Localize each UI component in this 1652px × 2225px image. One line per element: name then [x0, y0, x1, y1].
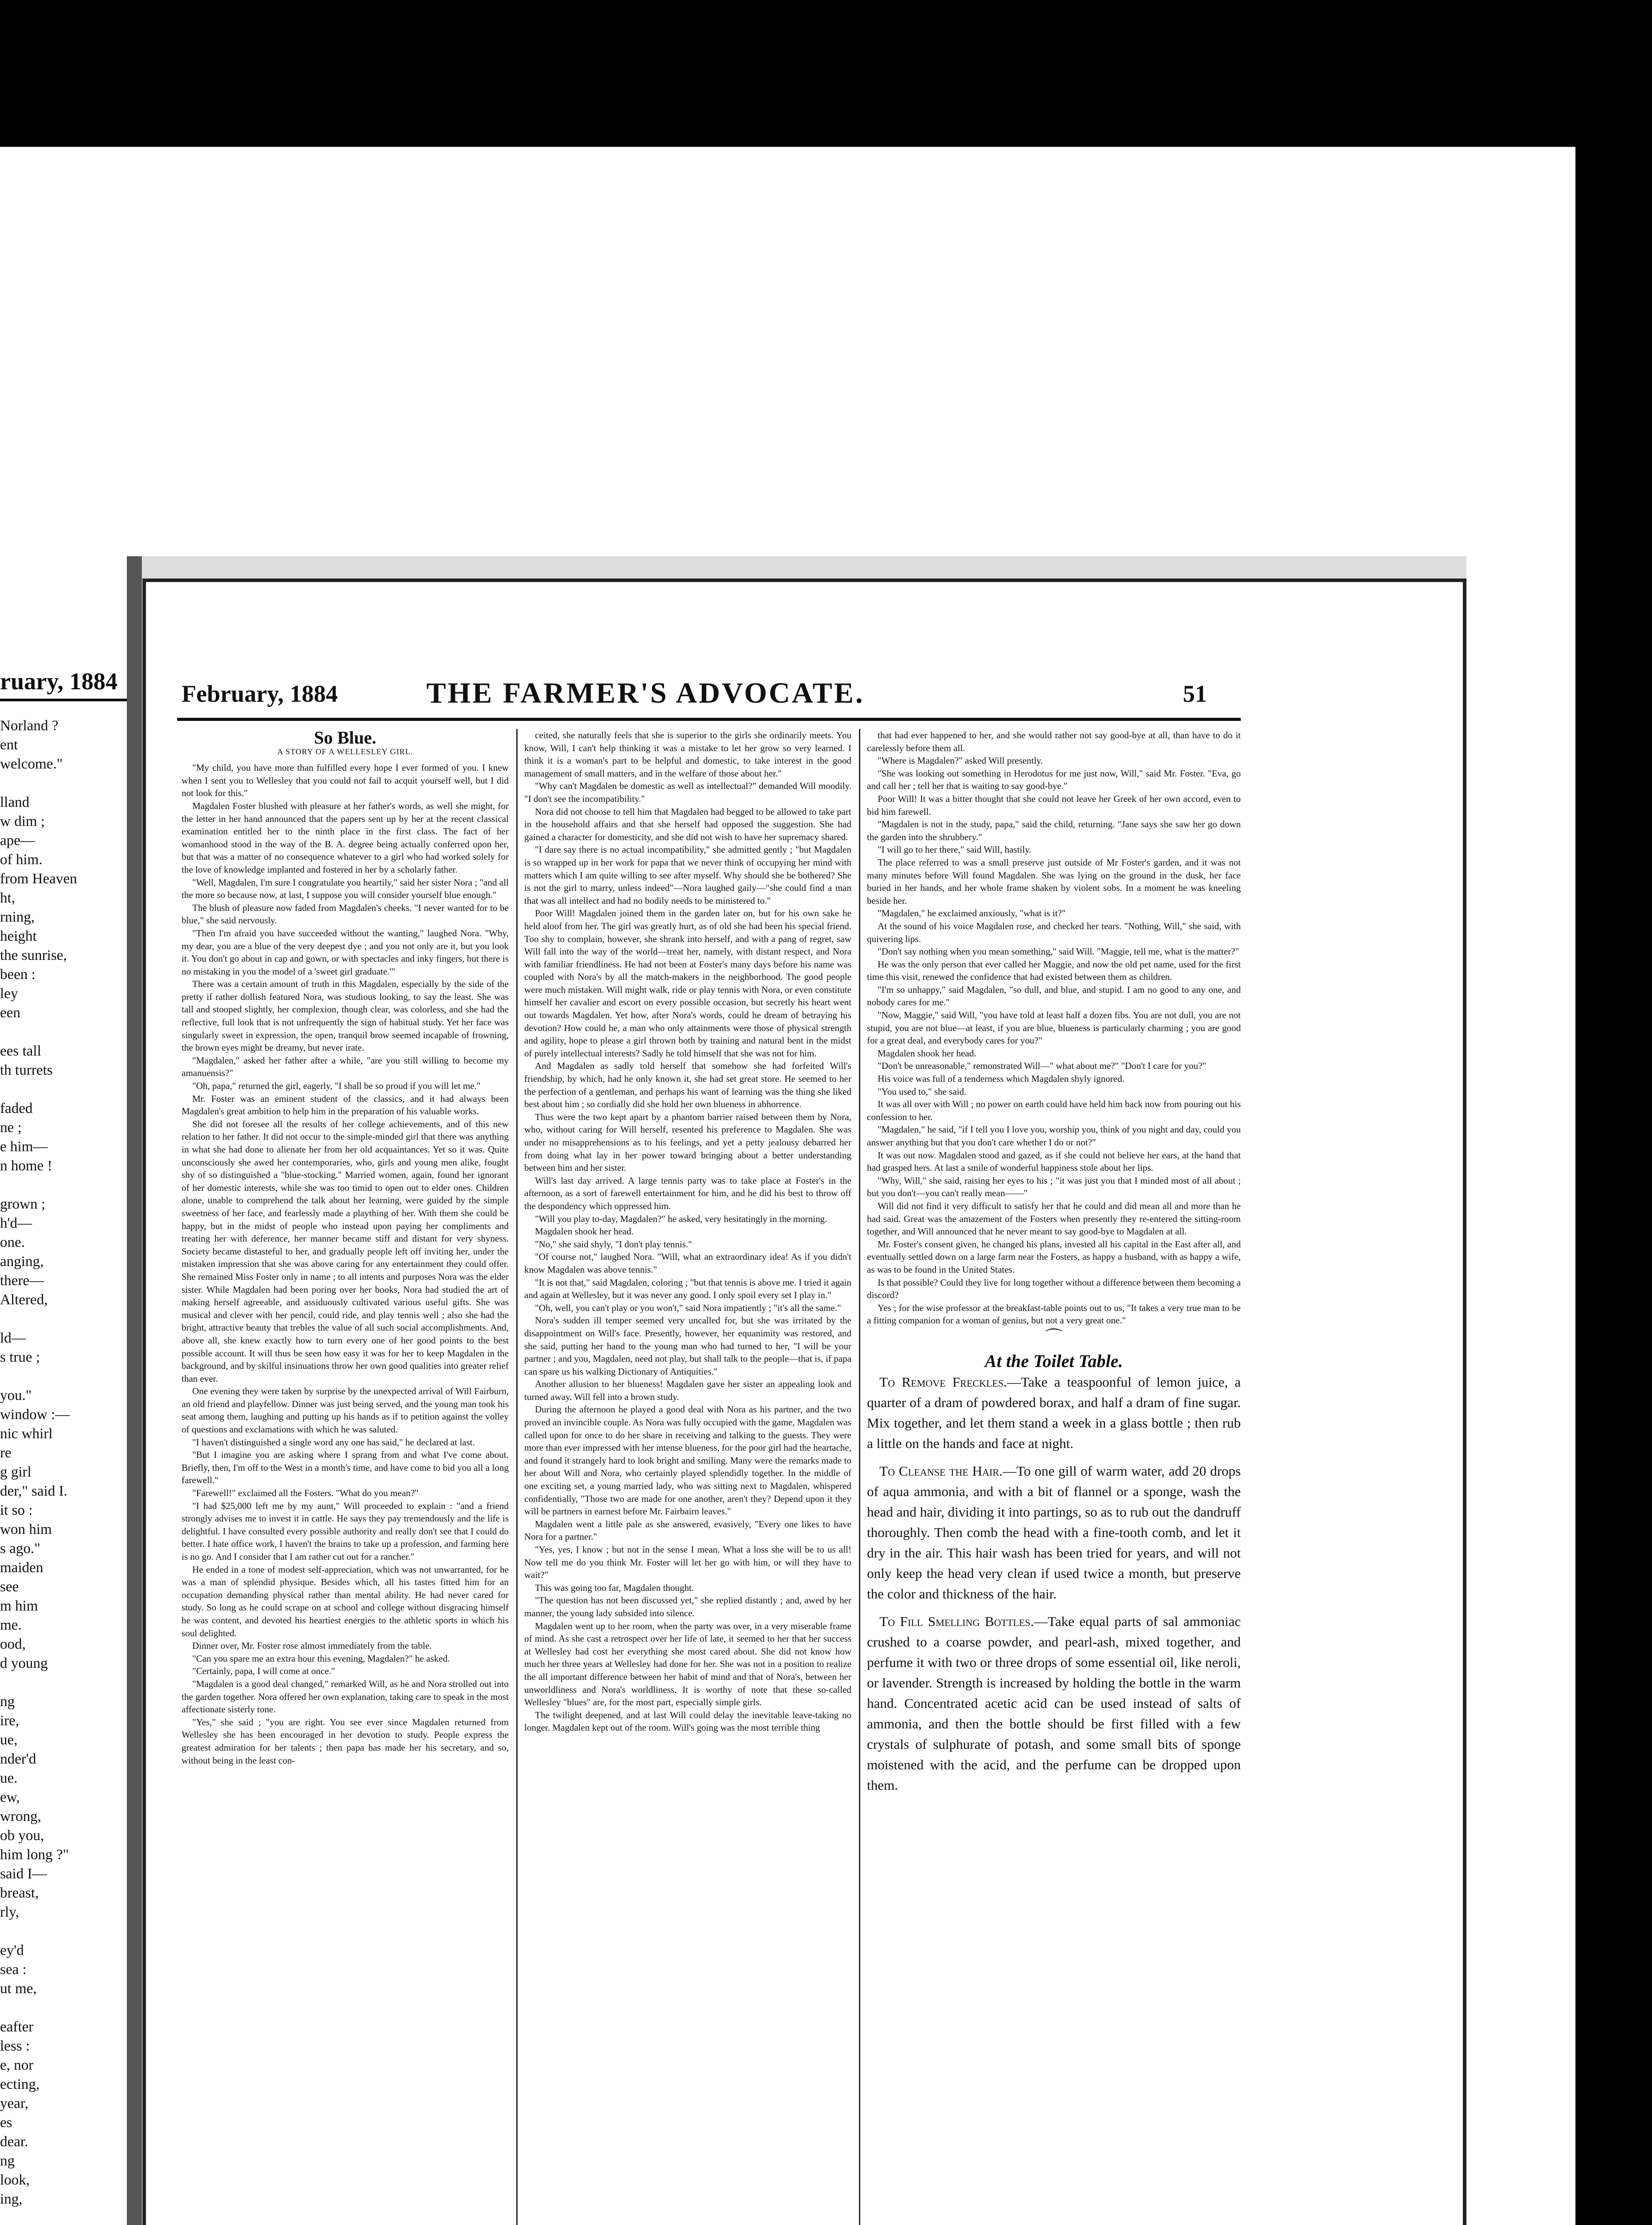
left-page-line: lland	[0, 794, 29, 810]
paragraph: "Can you spare me an extra hour this evening, Magdalen?" he asked.	[192, 1653, 450, 1664]
left-page-line	[0, 1080, 134, 1099]
left-page-line	[0, 1998, 134, 2018]
paragraph: Magdalen Foster blushed with pleasure at her father's words, as well she might, for the letter in her hand announced that the papers sent up by her at the recent classical examination entitled her to the ninth place in the first class. The fact of her womanhood stood in the way of the B. A. degree being actually conferred upon her, but that was a matter of no consequence whatever to a girl who had worked solely for the love of knowledge implanted and fostered in her by a scholarly father.	[182, 800, 509, 875]
paragraph: "Farewell!" exclaimed all the Fosters. "What do you mean?"	[192, 1488, 419, 1499]
toilet-item	[867, 1461, 1241, 1604]
toilet-item-body: —Take equal parts of sal ammoniac crushed to a coarse powder, and pearl-ash, mixed together, and perfume it with two or three drops of some essential oil, like neroli, or lavender. Strength is increased by holding the bottle in the warm hand. Concentrated acetic acid can be used instead of salts of ammonia, and then the bottle should be first filled with a few crystals of sulphurate of potash, and some small bits of sponge moistened with the acid, and the perfume can be dropped upon them.	[867, 1614, 1241, 1793]
paragraph: And Magdalen as sadly told herself that somehow she had forfeited Will's friendship, by which, had he only known it, she had set great store. He seemed to her the perfection of a gentleman, and perhaps his want of learning was the thing she liked best about him ; so cordially did she hold her own blueness in abhorrence.	[524, 1060, 851, 1110]
paragraph: "She was looking out something in Herodotus for me just now, Will," said Mr. Foster. "Eva, go and call her ; tell her that is waiting to say good-bye."	[867, 768, 1241, 792]
left-page-line: won him	[0, 1521, 52, 1537]
left-page-line: grown ;	[0, 1196, 45, 1212]
left-page-line: n home !	[0, 1158, 53, 1174]
paragraph: "Yes," she said ; "you are right. You see ever since Magdalen returned from Wellesley she has been encouraged in her devotion to study. People express the greatest admiration for her talents ; then papa has made her his secretary, and so, without being in the least con-	[182, 1716, 509, 1766]
toilet-item-heading: To Cleanse the Hair.	[879, 1463, 1003, 1479]
paragraph: It was out now. Magdalen stood and gazed, as if she could not believe her ears, at the hand that had grasped hers. At last a smile of wonderful happiness stole about her lips.	[867, 1149, 1241, 1173]
paragraph: Mr. Foster's consent given, he changed his plans, invested all his capital in the East after all, and eventually settled down on a large farm near the Fosters, as happy a husband, with as happy a wife, as was to be found in the United States.	[867, 1238, 1241, 1275]
left-page-line: height	[0, 928, 37, 944]
left-page-line: ne ;	[0, 1120, 22, 1136]
left-page-line: es	[0, 2115, 12, 2131]
left-page-line: one.	[0, 1234, 25, 1250]
paragraph: Yes ; for the wise professor at the breakfast-table points out to us, "It takes a very true man to be a fitting companion for a woman of genius, but not a very great one."	[867, 1302, 1241, 1326]
column-divider	[516, 729, 518, 2225]
left-page-line: dear.	[0, 2134, 28, 2150]
left-page-line	[0, 1310, 134, 1329]
left-page-line: the sunrise,	[0, 947, 67, 963]
header-rule	[177, 718, 1241, 721]
left-page-line: of him.	[0, 852, 43, 868]
paragraph: Nora's sudden ill temper seemed very uncalled for, but she was irritated by the disappointment on Will's face. Presently, however, her equanimity was restored, and she said, putting her hand to the young man who had turned to her, "I will be your partner ; and you, Magdalen, need not play, but shall talk to the people—that is, if papa can spare us his walking Dictionary of Antiquities."	[524, 1315, 851, 1377]
end-mark: ⌒	[1045, 1327, 1063, 1347]
left-page-line: faded	[0, 1100, 33, 1117]
paragraph: Will's last day arrived. A large tennis party was to take place at Foster's in the afternoon, as a sort of farewell entertainment for him, and he did his best to throw off the despondency which oppressed him.	[524, 1175, 851, 1211]
left-page-line: th turrets	[0, 1062, 53, 1078]
paragraph: Mr. Foster was an eminent student of the classics, and it had always been Magdalen's great ambition to help him in the preparation of his valuable works.	[182, 1093, 509, 1117]
toilet-item	[867, 1372, 1241, 1454]
left-page-partial	[0, 547, 134, 2225]
paragraph: "Oh, papa," returned the girl, eagerly, "I shall be so proud if you will let me."	[192, 1080, 481, 1092]
left-page-line: maiden	[0, 1560, 44, 1576]
paragraph: "Magdalen is not in the study, papa," said the child, returning. "Jane says she saw her go down the garden into the shrubbery."	[867, 819, 1241, 842]
left-page-line: ees tall	[0, 1043, 41, 1059]
newspaper-page	[142, 578, 1466, 2225]
page-top-edge	[142, 556, 1466, 579]
paragraph: "Magdalen is a good deal changed," remarked Will, as he and Nora strolled out into the garden together. Nora offered her own explanation, taking care to speak in the most affectionate sisterly tone.	[182, 1678, 509, 1715]
left-page-line: nic whirl	[0, 1426, 53, 1442]
left-page-line: ue,	[0, 1732, 18, 1748]
paragraph: Magdalen went a little pale as she answered, evasively, "Every one likes to have Nora for a partner."	[524, 1518, 851, 1542]
article-title: So Blue.	[314, 729, 377, 748]
left-page-line: ew,	[0, 1789, 20, 1805]
paragraph: Will did not find it very difficult to satisfy her that he could and did mean all and more than he had said. Great was the amazement of the Fosters when presently they re-entered the sitting-room together, and Will announced that he never meant to say good-bye to Magdalen at all.	[867, 1200, 1241, 1237]
paragraph: "Where is Magdalen?" asked Will presently.	[878, 755, 1043, 766]
left-page-line: g girl	[0, 1464, 32, 1480]
paragraph: During the afternoon he played a good deal with Nora as his partner, and the two proved an invincible couple. As Nora was fully occupied with the game, Magdalen was called upon for once to do her share in receiving and talking to the guests. They were more than ever impressed with her intense blueness, for the poor girl had the heartache, and found it strangely hard to look bright and smiling. Many were the remarks made to her about Will and Nora, who certainly played splendidly together. In the middle of one exciting set, a young married lady, who was sitting next to Magdalen, whispered confidentially, "Those two are made for one another, aren't they? Depend upon it they will be partners in earnest before Mr. Fairbairn leaves."	[524, 1404, 851, 1517]
paragraph: "I'm so unhappy," said Magdalen, "so dull, and blue, and stupid. I am no good to any one, and nobody cares for me."	[867, 984, 1241, 1008]
left-page-line: ng	[0, 1694, 15, 1710]
paragraph: "Don't be unreasonable," remonstrated Will—" what about me?" "Don't I care for you?"	[878, 1060, 1207, 1072]
paragraph: "Magdalen," asked her father after a while, "are you still willing to become my amanuensis?"	[182, 1055, 509, 1079]
paragraph: "Oh, well, you can't play or you won't," said Nora impatiently ; "it's all the same."	[535, 1302, 841, 1313]
page-number: 51	[1183, 680, 1207, 707]
book-spine	[127, 556, 142, 2225]
paragraph: Poor Will! It was a bitter thought that she could not leave her Greek of her own accord, even to bid him farewell.	[867, 793, 1241, 817]
column-1	[182, 729, 509, 2225]
paragraph: "I dare say there is no actual incompatibility," she admitted gently ; "but Magdalen is so wrapped up in her work for papa that we never think of occupying her mind with matters which I am quite willing to see after myself. Why should she be bothered? She is not the girl to marry, unless indeed"—Nora laughed gaily—"she could find a man that was all intellect and had no bodily needs to be ministered to."	[524, 844, 851, 906]
left-page-line: look,	[0, 2172, 30, 2188]
left-page-line: sea :	[0, 1962, 27, 1978]
left-page-line: less :	[0, 2038, 30, 2054]
paragraph: It was all over with Will ; no power on earth could have held him back now from pouring out his confession to her.	[867, 1099, 1241, 1122]
toilet-item-body: —Take a teaspoonful of lemon juice, a quarter of a dram of powdered borax, and half a dram of fine sugar. Mix together, and let them stand a week in a glass bottle ; then rub a little on the hands and face at night.	[867, 1374, 1241, 1452]
left-page-line: me.	[0, 1617, 22, 1633]
paragraph: The place referred to was a small preserve just outside of Mr Foster's garden, and it was not many minutes before Will found Magdalen. She was lying on the ground in the dusk, her face buried in her hands, and her whole frame shaken by violent sobs. In a moment he was kneeling beside her.	[867, 857, 1241, 906]
paragraph: "Will you play to-day, Magdalen?" he asked, very hesitatingly in the morning.	[535, 1213, 827, 1224]
left-page-line: rning,	[0, 909, 35, 925]
left-page-line: you."	[0, 1388, 32, 1404]
article-subtitle: A STORY OF A WELLESLEY GIRL.	[277, 747, 413, 756]
left-page-line: eafter	[0, 2019, 34, 2035]
left-page-line	[0, 1922, 134, 1941]
left-page-line: from Heaven	[0, 871, 77, 887]
paragraph: "Don't say nothing when you mean something," said Will. "Maggie, tell me, what is the matter?"	[878, 946, 1239, 957]
left-page-line: ob you,	[0, 1828, 44, 1844]
paragraph: that had ever happened to her, and she would rather not say good-bye at all, than have to do it carelessly before them all.	[867, 730, 1241, 753]
column-1-text	[182, 761, 509, 1767]
paragraph: "But I imagine you are asking where I sprang from and what I've come about. Briefly, then, I'm off to the West in a month's time, and have come to bid you all a long farewell."	[182, 1449, 509, 1486]
left-page-line: see	[0, 1579, 19, 1595]
left-page-line: s ago."	[0, 1541, 40, 1557]
paragraph: Another allusion to her blueness! Magdalen gave her sister an appealing look and turned away. Will fell into a brown study.	[524, 1379, 851, 1402]
left-page-header: ruary, 1884	[0, 668, 117, 695]
left-page-line: ent	[0, 737, 18, 753]
left-page-line: ood,	[0, 1636, 26, 1652]
paragraph: Nora did not choose to tell him that Magdalen had begged to be allowed to take part in the household affairs and that she herself had opposed the suggestion. She had gained a character for domesticity, and she did not wish to have her supremacy shared.	[524, 806, 851, 842]
left-page-line: him long ?"	[0, 1847, 69, 1863]
left-page-line: ing,	[0, 2191, 23, 2207]
paragraph: "I haven't distinguished a single word any one has said," he declared at last.	[192, 1436, 475, 1448]
page-date: February, 1884	[182, 680, 338, 707]
toilet-item-heading: To Remove Freckles.	[879, 1374, 1007, 1390]
paragraph: He ended in a tone of modest self-appreciation, which was not unwarranted, for he was a man of splendid physique. Besides which, all his tastes fitted him for an occupation demanding physical rather than mental ability. He had never cared for study. So long as he could scrape on at school and college without disgracing himself he was content, and devoted his heartiest energies to the athletic sports in which his soul delighted.	[182, 1564, 509, 1638]
toilet-items	[867, 1372, 1241, 1796]
left-page-text	[0, 716, 134, 2225]
paragraph: Magdalen went up to her room, when the party was over, in a very miserable frame of mind. As she cast a retrospect over her life of late, it seemed to her that her success at Wellesley had cost her everything she most cared about. She did not know how much her three years at Wellesley had done for her. She was not in a position to realize the all important difference between her habit of mind and that of Nora's, between her unworldliness and Nora's worldliness. It is worthy of note that these so-called Wellesley "blues" are, for the most part, especially simple girls.	[524, 1620, 851, 1708]
paragraph: "No," she said shyly, "I don't play tennis."	[535, 1238, 692, 1250]
paragraph: "Certainly, papa, I will come at once."	[192, 1666, 335, 1677]
left-page-line: ape—	[0, 833, 35, 849]
left-page-line: breast,	[0, 1885, 39, 1901]
paragraph: At the sound of his voice Magdalen rose, and checked her tears. "Nothing, Will," she said, with quivering lips.	[867, 920, 1241, 944]
left-page-line: ue.	[0, 1770, 18, 1786]
paragraph: "Magdalen," he said, "if I tell you I love you, worship you, think of you night and day, could you answer anything but that you don't care whether I do or not?"	[867, 1124, 1241, 1148]
paragraph: Poor Will! Magdalen joined them in the garden later on, but for his own sake he held aloof from her. The girl was greatly hurt, as of old she had been his special friend. Too shy to complain, however, she shrank into herself, and with a pang of regret, saw Will fall into the way of the world—treat her, namely, with distant respect, and Nora with familiar friendliness. He had not been at Foster's many days before his name was coupled with Nora's by all the match-makers in the neighborhood. The good people were much mistaken. Will might walk, ride or play tennis with Nora, or even constitute himself her cavalier and escort on every possible occasion, but secretly his heart went out towards Magdalen. Yet how, after Nora's words, could he dream of betraying his devotion? How could he, a man who only attainments were those of physical strength and agility, hope to please a girl thrown both by training and natural bent in the midst of purely intellectual interests? Sadly he told himself that she was not for him.	[524, 908, 851, 1059]
column-divider	[859, 729, 860, 2225]
left-page-line: Altered,	[0, 1292, 48, 1308]
paragraph: "Why, Will," she said, raising her eyes to his ; "it was just you that I minded most of all about ; but you don't—you can't really mean——"	[867, 1175, 1241, 1199]
paragraph: There was a certain amount of truth in this Magdalen, especially by the side of the pretty if rather dollish featured Nora, was studious looking, to say the least. She was tall and stooped slightly, her complexion, though clear, was colorless, and she had the reflective, full look that is not unfrequently the sign of habitual study. Yet her face was singularly sweet in expression, the open, tranquil brow seemed incapable of frowning, the brown eyes might be dreamy, but never irate.	[182, 979, 509, 1053]
left-page-line: ut me,	[0, 1981, 37, 1997]
left-page-line: re	[0, 1445, 12, 1461]
left-page-line: window :—	[0, 1407, 70, 1423]
left-page-line: s true ;	[0, 1349, 40, 1365]
left-page-line: ld—	[0, 1330, 26, 1346]
paragraph: Dinner over, Mr. Foster rose almost immediately from the table.	[192, 1640, 432, 1651]
toilet-item-heading: To Fill Smelling Bottles.	[879, 1614, 1034, 1630]
toilet-item-body: —To one gill of warm water, add 20 drops of aqua ammonia, and with a bit of flannel or a sponge, wash the head and hair, dividing it into partings, so as to rub out the dandruff thoroughly. Then comb the head with a fine-tooth comb, and let it dry in the air. This hair wash has been tried for years, and will not only keep the head very clean if used twice a month, but preserve the color and thickness of the hair.	[867, 1463, 1241, 1602]
left-page-line: ecting,	[0, 2076, 40, 2092]
left-page-line: welcome."	[0, 756, 63, 772]
left-page-line: Norland ?	[0, 718, 59, 734]
left-page-line: nder'd	[0, 1751, 36, 1767]
left-page-line: been :	[0, 967, 36, 983]
paragraph: "It is not that," said Magdalen, coloring ; "but that tennis is above me. I tried it again and again at Wellesley, but it was never any good. I only spoil every set I play in."	[524, 1277, 851, 1301]
paragraph: The twilight deepened, and at last Will could delay the inevitable leave-taking no longer. Magdalen kept out of the room. Will's going was the most terrible thing	[524, 1709, 851, 1733]
column-3	[867, 729, 1241, 2225]
paragraph: "Why can't Magdalen be domestic as well as intellectual?" demanded Will moodily. "I don't see the incompatibility."	[524, 781, 851, 804]
left-page-rule	[0, 699, 134, 701]
left-page-line: there—	[0, 1273, 44, 1289]
paragraph: "I had $25,000 left me by my aunt," Will proceeded to explain : "and a friend strongly advises me to invest it in cattle. He says they pay tremendously and the life is delightful. I have consulted every possible authority and really don't see that I could do better. I hate office work, I haven't the brains to take up a profession, and farming here is no go. And I consider that I am rather cut out for a rancher."	[182, 1500, 509, 1562]
left-page-line: year,	[0, 2096, 28, 2112]
left-page-line: anging,	[0, 1254, 44, 1270]
column-2-text	[524, 729, 851, 1734]
paragraph: Magdalen shook her head.	[878, 1048, 976, 1059]
paragraph: She did not foresee all the results of her college achievements, and of this new relation to her father. It did not occur to the simple-minded girl that there was anything in what she had done to alienate her from her old acquaintances. Yet so it was. Quite unconsciously she awed her contemporaries, who, girls and young men alike, fought shy of so distinguished a "blue-stocking." Married women, again, found her ignorant of her domestic interests, while she was too timid to open out to elder ones. Children alone, unable to comprehend the talk about her learning, were guided by the simple sweetness of her face, and fearlessly made a plaything of her. With them she could be happy, but in the midst of people who instead upon paying her compliments and treating her with deference, her manner became stiff and distant for very shyness. Society became distasteful to her, and gradually people left off inviting her, under the mistaken impression that she was above caring for any entertainment they could offer. She remained Miss Foster only in name ; to all intents and purposes Nora was the elder sister. While Magdalen had been poring over her books, Nora had studied the art of making herself agreeable, and assiduously cultivated various useful gifts. She was musical and clever with her pencil, could ride, and play tennis well ; also she had the bright, attractive beauty that trebles the value of all such social accomplishments. And, above all, she knew exactly how to turn every one of her good points to the best possible account. It will thus be seen how easy it was for her to keep Magdalen in the background, and by skilful insinuations throw her own good qualities into greater relief than ever.	[182, 1118, 509, 1384]
paragraph: He was the only person that ever called her Maggie, and now the old pet name, used for the first time this visit, renewed the confidence that had existed between them as children.	[867, 959, 1241, 983]
paragraph: Thus were the two kept apart by a phantom barrier raised between them by Nora, who, without caring for Will herself, resented his preference to Magdalen. She was under no misapprehensions as to his feelings, and yet a petty jealousy debarred her from doing what lay in her power toward bringing about a better understanding between him and her sister.	[524, 1111, 851, 1173]
paragraph: This was going too far, Magdalen thought.	[535, 1582, 694, 1593]
paragraph: "I will go to her there," said Will, hastily.	[878, 844, 1032, 855]
left-page-line	[0, 1367, 134, 1386]
left-page-line	[0, 774, 134, 793]
toilet-title: At the Toilet Table.	[984, 1351, 1123, 1371]
left-page-line: ng	[0, 2153, 15, 2169]
left-page-line: der," said I.	[0, 1483, 68, 1499]
masthead-title: THE FARMER'S ADVOCATE.	[426, 677, 865, 709]
paragraph: His voice was full of a tenderness which Magdalen shyly ignored.	[878, 1073, 1125, 1084]
paragraph: One evening they were taken by surprise by the unexpected arrival of Will Fairburn, an old friend and playfellow. Dinner was just being served, and the young man took his seat among them, laughing and putting up his hands as if to petition against the volley of questions and exclamations with which he was saluted.	[182, 1386, 509, 1435]
left-page-line	[0, 1023, 134, 1042]
paragraph: "Now, Maggie," said Will, "you have told at least half a dozen fibs. You are not dull, you are not stupid, you are not blue—at least, if you are blue, blueness is particularly charming ; you are good for a great deal, and everybody cares for you?"	[867, 1010, 1241, 1046]
left-page-line: ey'd	[0, 1942, 24, 1958]
paragraph: "You used to," she said.	[878, 1086, 967, 1097]
left-page-line: e him—	[0, 1139, 48, 1155]
dark-margin-right	[1575, 0, 1652, 2225]
paragraph: "Yes, yes, I know ; but not in the sense I mean. What a loss she will be to us all! Now tell me do you think Mr. Foster will let her go with him, or will they have to wait?"	[524, 1544, 851, 1581]
left-page-line	[0, 2209, 134, 2225]
left-page-line: d young	[0, 1655, 48, 1671]
paragraph: "The question has not been discussed yet," she replied distantly ; and, awed by her manner, the young lady subsided into silence.	[524, 1595, 851, 1618]
left-page-line: ley	[0, 986, 18, 1002]
column-2	[524, 729, 851, 2225]
paragraph: "My child, you have more than fulfilled every hope I ever formed of you. I knew when I sent you to Wellesley that you could not fail to acquit yourself well, but I did not look for this."	[182, 762, 509, 799]
paragraph: "Well, Magdalen, I'm sure I congratulate you heartily," said her sister Nora ; "and all the more so because now, at last, I suppose you will consider yourself blue enough."	[182, 877, 509, 901]
paragraph: Is that possible? Could they live for long together without a difference between them becoming a discord?	[867, 1277, 1241, 1301]
left-page-line: rly,	[0, 1904, 19, 1920]
left-page-line: een	[0, 1005, 20, 1021]
left-page-line: said I—	[0, 1866, 47, 1882]
left-page-line: it so :	[0, 1502, 33, 1518]
left-page-line: h'd—	[0, 1215, 32, 1231]
left-page-line: m him	[0, 1598, 38, 1614]
paragraph: ceited, she naturally feels that she is superior to the girls she ordinarily meets. You know, Will, I can't help thinking it was a mistake to let her grow so very learned. I think it is a woman's part to be helpful and domestic, to take interest in the good management of small matters, and in the welfare of those about her."	[524, 730, 851, 779]
toilet-item	[867, 1611, 1241, 1796]
paragraph: The blush of pleasure now faded from Magdalen's cheeks. "I never wanted for to be blue," she said nervously.	[182, 902, 509, 926]
paragraph: "Of course not," laughed Nora. "Will, what an extraordinary idea! As if you didn't know Magdalen was above tennis."	[524, 1251, 851, 1275]
paragraph: Magdalen shook her head.	[535, 1226, 634, 1237]
paragraph: "Magdalen," he exclaimed anxiously, "what is it?"	[878, 908, 1066, 919]
left-page-line	[0, 1673, 134, 1692]
left-page-line: ht,	[0, 890, 15, 906]
left-page-line: w dim ;	[0, 813, 45, 829]
left-page-line	[0, 1176, 134, 1195]
column-3-text	[867, 729, 1241, 1327]
left-page-line: ire,	[0, 1713, 20, 1729]
left-page-line: e, nor	[0, 2057, 34, 2073]
paragraph: "Then I'm afraid you have succeeded without the wanting," laughed Nora. "Why, my dear, you are a blue of the very deepest dye ; and you not only are it, but you look it. You don't go about in cap and gown, or with spectacles and inky fingers, but there is no mistaking in you the model of a 'sweet girl graduate.'"	[182, 927, 509, 977]
left-page-line: wrong,	[0, 1808, 41, 1824]
toilet-section	[867, 1351, 1241, 1796]
